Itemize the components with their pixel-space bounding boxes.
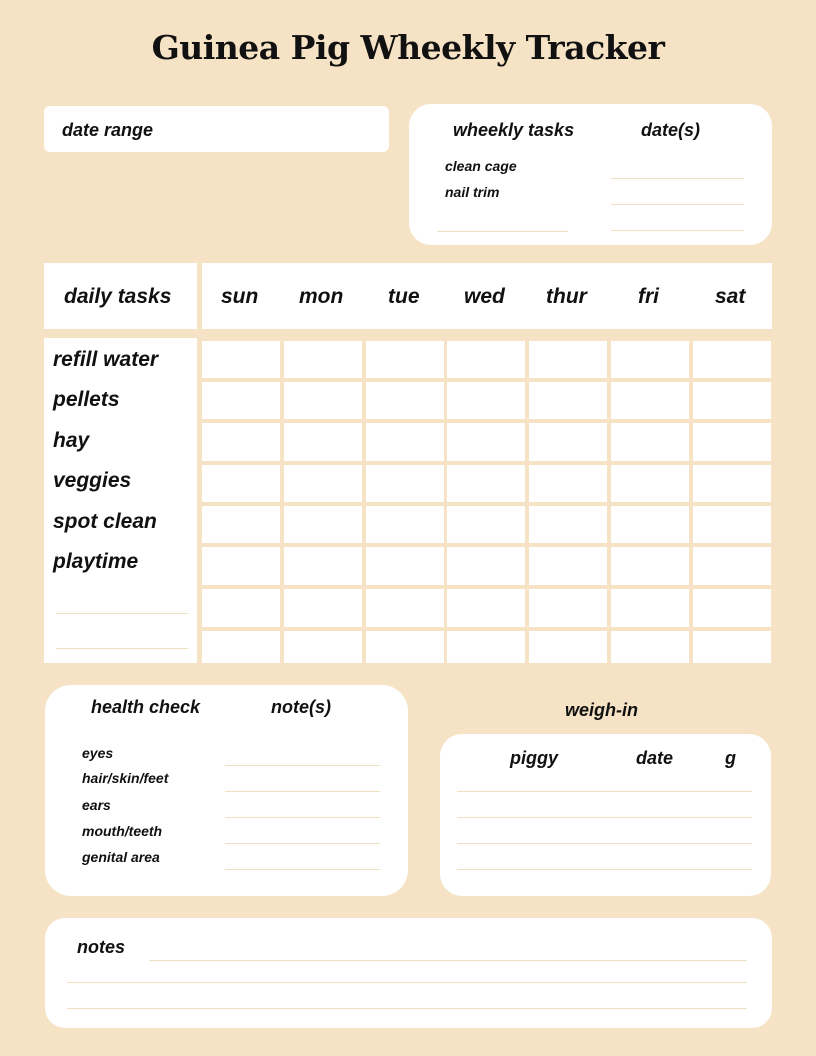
daily-check-cell[interactable] — [366, 382, 444, 419]
daily-check-cell[interactable] — [202, 423, 280, 461]
write-line[interactable] — [225, 791, 380, 792]
daily-check-cell[interactable] — [693, 465, 771, 502]
daily-check-cell[interactable] — [202, 589, 280, 627]
day-label: sun — [221, 285, 259, 308]
daily-check-cell[interactable] — [202, 465, 280, 502]
write-line[interactable] — [611, 178, 744, 179]
write-line[interactable] — [611, 204, 744, 205]
day-label: sat — [715, 285, 746, 308]
day-label: fri — [638, 285, 659, 308]
write-line[interactable] — [457, 817, 752, 818]
daily-check-cell[interactable] — [284, 506, 362, 543]
daily-check-cell[interactable] — [693, 382, 771, 419]
daily-task-label: pellets — [53, 388, 120, 411]
daily-check-cell[interactable] — [447, 589, 525, 627]
daily-check-cell[interactable] — [529, 465, 607, 502]
daily-check-cell[interactable] — [366, 589, 444, 627]
daily-task-label: playtime — [53, 550, 139, 573]
weekly-tasks-header: wheekly tasks — [453, 120, 575, 140]
daily-check-cell[interactable] — [366, 465, 444, 502]
daily-task-label: refill water — [53, 348, 159, 371]
weigh-in-col-header: piggy — [510, 748, 558, 768]
daily-check-cell[interactable] — [529, 341, 607, 378]
weigh-in-col-header: date — [636, 748, 674, 768]
health-check-box — [45, 685, 408, 896]
write-line[interactable] — [437, 231, 568, 232]
day-label: tue — [388, 285, 420, 308]
health-check-header: health check — [91, 697, 201, 717]
write-line[interactable] — [457, 869, 752, 870]
write-line[interactable] — [611, 230, 744, 231]
daily-check-cell[interactable] — [366, 547, 444, 585]
daily-task-label: spot clean — [53, 510, 157, 533]
day-label: wed — [464, 285, 505, 308]
daily-task-label: hay — [53, 429, 90, 452]
daily-check-cell[interactable] — [611, 341, 689, 378]
health-notes-header: note(s) — [271, 697, 331, 717]
daily-check-cell[interactable] — [284, 341, 362, 378]
date-range-box[interactable] — [44, 106, 389, 152]
weekly-task-item: clean cage — [445, 158, 517, 174]
write-line[interactable] — [56, 613, 188, 614]
write-line[interactable] — [225, 765, 380, 766]
daily-check-cell[interactable] — [447, 382, 525, 419]
weigh-in-title: weigh-in — [565, 700, 638, 720]
write-line[interactable] — [457, 791, 752, 792]
daily-tasks-header-cell — [44, 263, 197, 329]
daily-check-cell[interactable] — [284, 423, 362, 461]
write-line[interactable] — [457, 843, 752, 844]
health-item: eyes — [82, 745, 114, 761]
daily-check-cell[interactable] — [366, 423, 444, 461]
daily-check-cell[interactable] — [202, 631, 280, 663]
daily-check-cell[interactable] — [693, 631, 771, 663]
daily-check-cell[interactable] — [693, 506, 771, 543]
daily-check-cell[interactable] — [202, 382, 280, 419]
daily-task-label: veggies — [53, 469, 132, 492]
daily-check-cell[interactable] — [611, 547, 689, 585]
daily-check-cell[interactable] — [529, 547, 607, 585]
health-item: mouth/teeth — [82, 823, 163, 839]
daily-check-cell[interactable] — [202, 506, 280, 543]
daily-check-cell[interactable] — [284, 465, 362, 502]
daily-check-cell[interactable] — [611, 631, 689, 663]
health-item: hair/skin/feet — [82, 770, 169, 786]
write-line[interactable] — [56, 648, 188, 649]
daily-check-cell[interactable] — [447, 547, 525, 585]
daily-check-cell[interactable] — [611, 589, 689, 627]
daily-check-cell[interactable] — [447, 423, 525, 461]
write-line[interactable] — [225, 843, 380, 844]
daily-check-cell[interactable] — [284, 589, 362, 627]
daily-check-cell[interactable] — [529, 382, 607, 419]
page-title: Guinea Pig Wheekly Tracker — [151, 28, 665, 67]
daily-check-cell[interactable] — [693, 423, 771, 461]
write-line[interactable] — [149, 960, 747, 961]
daily-check-cell[interactable] — [611, 423, 689, 461]
weigh-in-box — [440, 734, 771, 896]
daily-check-cell[interactable] — [447, 506, 525, 543]
daily-check-cell[interactable] — [611, 382, 689, 419]
day-label: mon — [299, 285, 344, 308]
write-line[interactable] — [67, 982, 747, 983]
daily-check-cell[interactable] — [529, 423, 607, 461]
weigh-in-col-header: g — [725, 748, 736, 768]
write-line[interactable] — [225, 869, 380, 870]
notes-box — [45, 918, 772, 1028]
daily-check-cell[interactable] — [366, 631, 444, 663]
date-range-label: date range — [62, 120, 154, 140]
daily-check-cell[interactable] — [611, 465, 689, 502]
daily-check-cell[interactable] — [447, 631, 525, 663]
daily-check-cell[interactable] — [529, 589, 607, 627]
daily-check-cell[interactable] — [447, 465, 525, 502]
daily-check-cell[interactable] — [202, 341, 280, 378]
daily-check-cell[interactable] — [284, 382, 362, 419]
daily-check-cell[interactable] — [529, 506, 607, 543]
weekly-task-item: nail trim — [445, 184, 500, 200]
notes-label: notes — [77, 937, 126, 957]
day-label: thur — [546, 285, 587, 308]
health-item: ears — [82, 797, 111, 813]
weekly-tasks-box — [409, 104, 772, 245]
daily-check-cell[interactable] — [366, 506, 444, 543]
write-line[interactable] — [67, 1008, 747, 1009]
daily-check-cell[interactable] — [693, 547, 771, 585]
daily-check-cell[interactable] — [284, 547, 362, 585]
daily-task-list — [44, 338, 197, 663]
health-item: genital area — [82, 849, 160, 865]
daily-check-cell[interactable] — [693, 589, 771, 627]
daily-check-cell[interactable] — [366, 341, 444, 378]
days-header-row — [202, 263, 772, 329]
daily-check-cell[interactable] — [529, 631, 607, 663]
daily-tasks-header: daily tasks — [64, 285, 172, 308]
daily-check-cell[interactable] — [202, 547, 280, 585]
daily-check-cell[interactable] — [693, 341, 771, 378]
daily-check-cell[interactable] — [447, 341, 525, 378]
daily-check-cell[interactable] — [284, 631, 362, 663]
write-line[interactable] — [225, 817, 380, 818]
weekly-dates-header: date(s) — [641, 120, 701, 140]
daily-check-cell[interactable] — [611, 506, 689, 543]
